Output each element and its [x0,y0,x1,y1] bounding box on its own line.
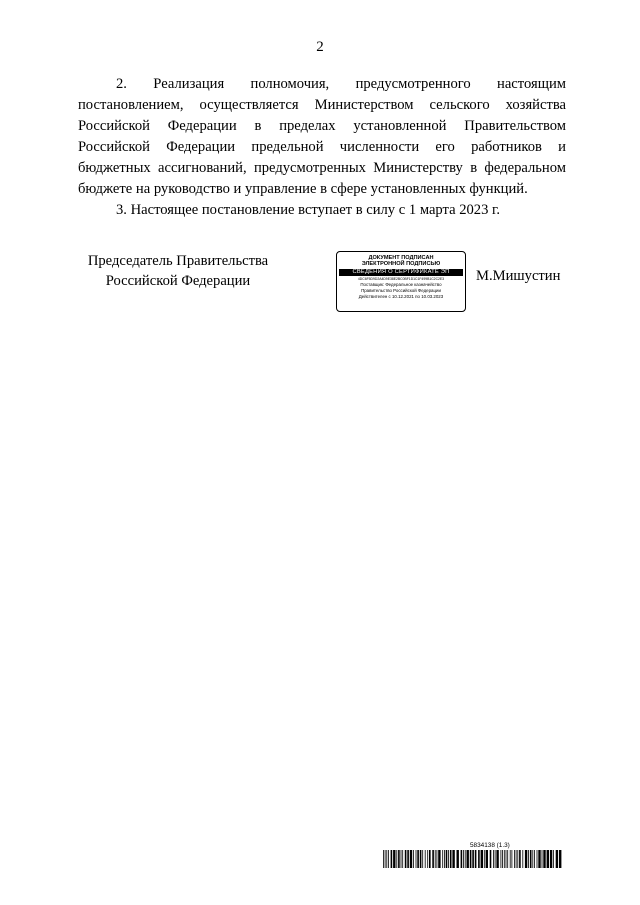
stamp-certificate-bar: СВЕДЕНИЯ О СЕРТИФИКАТЕ ЭП [339,269,463,276]
stamp-supplier: Поставщик: Федеральное казначейство [360,281,442,287]
stamp-validity: Действителен с 10.12.2021 по 10.03.2023 [358,293,444,299]
document-code: 5834138 (1.3) [470,842,510,849]
stamp-line-signed: ДОКУМЕНТ ПОДПИСАН [368,255,434,261]
stamp-heading [337,255,465,268]
stamp-owner: Правительство Российской Федерации [361,287,441,293]
signatory-title [78,251,278,291]
page-number: 2 [316,39,324,55]
document-body [78,74,566,221]
signatory-title-line2: Российской Федерации [105,273,251,289]
paragraph-effective-date: 3. Настоящее постановление вступает в силу с 1 марта 2023 г. [116,202,501,218]
barcode-image [383,850,563,868]
signer-name: М.Мишустин [476,268,561,284]
stamp-line-electronic: ЭЛЕКТРОННОЙ ПОДПИСЬЮ [361,261,441,268]
paragraph-implementation: 2. Реализация полномочия, предусмотренного настоящим постановлением, осуществляется Министерством сельского хозяйства Российской Федерации в пределах установленной Правительством Российской Федерации предельной численности его работников и бюджетных ассигнований, предусмотренных Министерству в федеральном бюджете на руководство и управление в сфере установленных функций. [78,76,566,197]
signatory-title-line1: Председатель Правительства [87,253,269,269]
electronic-signature-stamp [336,251,466,312]
stamp-serial: 4DC6F5D9D2A4D9E38E2BC0BF1D1C1F499B1C2C2E3 [357,276,445,281]
